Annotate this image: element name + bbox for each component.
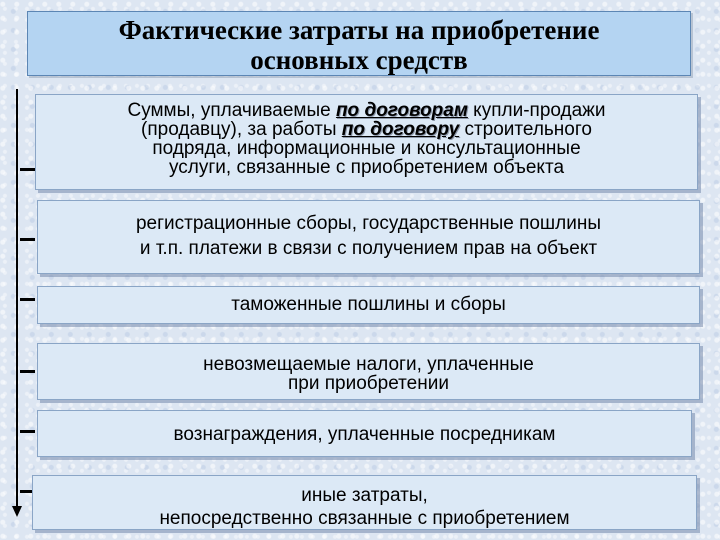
- connector-tick-3: [20, 298, 35, 301]
- cost-item-emphasis: по договорам: [335, 100, 468, 121]
- cost-item-text: строительного: [459, 119, 592, 140]
- cost-item-text: купли-продажи: [467, 100, 606, 121]
- arrow-down-icon: [12, 506, 22, 517]
- cost-item-text: Суммы, уплачиваемые: [127, 100, 336, 121]
- cost-item-intermediary-fees: [37, 410, 692, 457]
- connector-tick-1: [20, 168, 35, 171]
- connector-tick-4: [20, 370, 35, 373]
- connector-tick-2: [20, 238, 35, 241]
- cost-item-line: при приобретении: [288, 373, 449, 394]
- cost-item-emphasis: по договору: [341, 119, 460, 140]
- cost-item-line: подряда, информационные и консультационные: [152, 138, 581, 159]
- cost-item-line: [36, 101, 697, 120]
- cost-item-line: [36, 120, 697, 139]
- cost-item-line: и т.п. платежи в связи с получением прав на объект: [139, 238, 598, 259]
- cost-item-line: вознаграждения, уплаченные посредникам: [173, 424, 556, 445]
- cost-item-line: непосредственно связанные с приобретением: [159, 508, 570, 529]
- cost-item-line: иные затраты,: [301, 485, 428, 506]
- cost-item-line: услуги, связанные с приобретением объекта: [168, 157, 565, 178]
- cost-item-contracts: [35, 94, 698, 190]
- cost-item-line: невозмещаемые налоги, уплаченные: [203, 354, 534, 375]
- slide-title: [27, 11, 691, 76]
- connector-line: [16, 89, 18, 510]
- slide-title-line-1: Фактические затраты на приобретение: [118, 15, 600, 45]
- cost-item-other-costs: [32, 475, 697, 530]
- slide-title-line-2: основных средств: [250, 45, 468, 75]
- cost-item-registration-fees: [37, 200, 700, 274]
- cost-item-line: регистрационные сборы, государственные пошлины: [135, 213, 602, 234]
- connector-tick-5: [20, 430, 35, 433]
- cost-item-text: (продавцу), за работы: [141, 119, 342, 140]
- cost-item-line: таможенные пошлины и сборы: [231, 294, 506, 315]
- cost-item-customs-duties: [37, 286, 700, 324]
- cost-item-nonrefundable-taxes: [37, 343, 700, 400]
